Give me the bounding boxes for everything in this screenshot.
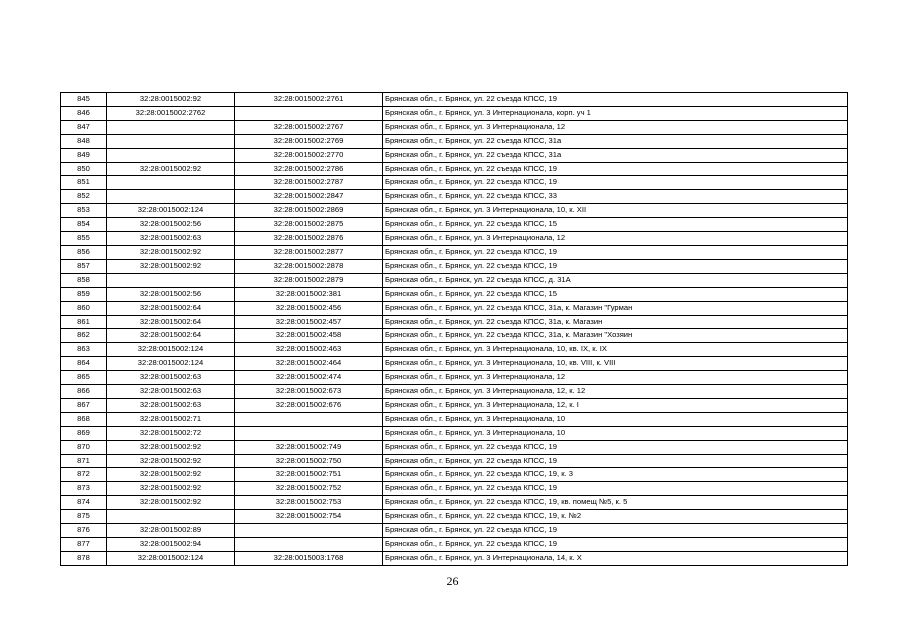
row-number-cell: 875 [61,510,107,524]
table-row [61,232,848,246]
object-cadastral-number-cell: 32:28:0015002:673 [235,385,383,399]
table-row [61,204,848,218]
address-cell: Брянская обл., г. Брянск, ул. 3 Интернационала, корп. уч 1 [383,106,848,120]
row-number-cell: 868 [61,412,107,426]
address-cell: Брянская обл., г. Брянск, ул. 3 Интернационала, 10, кв. VIII, к. VIII [383,357,848,371]
row-number-cell: 865 [61,371,107,385]
address-cell: Брянская обл., г. Брянск, ул. 3 Интернационала, 10 [383,426,848,440]
address-cell: Брянская обл., г. Брянск, ул. 22 съезда КПСС, 19 [383,482,848,496]
parcel-cadastral-number-cell: 32:28:0015002:63 [107,398,235,412]
object-cadastral-number-cell: 32:28:0015002:752 [235,482,383,496]
row-number-cell: 852 [61,190,107,204]
address-cell: Брянская обл., г. Брянск, ул. 22 съезда КПСС, 19, к. №2 [383,510,848,524]
parcel-cadastral-number-cell [107,510,235,524]
page-number: 26 [446,574,459,588]
object-cadastral-number-cell: 32:28:0015002:2769 [235,134,383,148]
object-cadastral-number-cell: 32:28:0015002:749 [235,440,383,454]
row-number-cell: 860 [61,301,107,315]
table-row [61,287,848,301]
table-row [61,134,848,148]
row-number-cell: 873 [61,482,107,496]
row-number-cell: 863 [61,343,107,357]
object-cadastral-number-cell: 32:28:0015002:2787 [235,176,383,190]
object-cadastral-number-cell: 32:28:0015003:1768 [235,551,383,565]
cadastral-table [60,92,848,566]
parcel-cadastral-number-cell: 32:28:0015002:72 [107,426,235,440]
object-cadastral-number-cell: 32:28:0015002:463 [235,343,383,357]
parcel-cadastral-number-cell: 32:28:0015002:124 [107,204,235,218]
row-number-cell: 861 [61,315,107,329]
object-cadastral-number-cell: 32:28:0015002:2847 [235,190,383,204]
object-cadastral-number-cell: 32:28:0015002:2876 [235,232,383,246]
address-cell: Брянская обл., г. Брянск, ул. 22 съезда КПСС, 19 [383,538,848,552]
row-number-cell: 847 [61,120,107,134]
parcel-cadastral-number-cell: 32:28:0015002:92 [107,454,235,468]
address-cell: Брянская обл., г. Брянск, ул. 3 Интернационала, 10, кв. IX, к. IX [383,343,848,357]
table-body [61,93,848,566]
parcel-cadastral-number-cell: 32:28:0015002:124 [107,357,235,371]
object-cadastral-number-cell: 32:28:0015002:474 [235,371,383,385]
object-cadastral-number-cell: 32:28:0015002:676 [235,398,383,412]
row-number-cell: 856 [61,245,107,259]
table-row [61,524,848,538]
object-cadastral-number-cell: 32:28:0015002:2877 [235,245,383,259]
row-number-cell: 866 [61,385,107,399]
parcel-cadastral-number-cell: 32:28:0015002:63 [107,385,235,399]
address-cell: Брянская обл., г. Брянск, ул. 3 Интернационала, 12 [383,371,848,385]
parcel-cadastral-number-cell: 32:28:0015002:56 [107,218,235,232]
address-cell: Брянская обл., г. Брянск, ул. 22 съезда КПСС, д. 31А [383,273,848,287]
parcel-cadastral-number-cell [107,190,235,204]
table-row [61,120,848,134]
parcel-cadastral-number-cell [107,134,235,148]
object-cadastral-number-cell: 32:28:0015002:754 [235,510,383,524]
parcel-cadastral-number-cell: 32:28:0015002:63 [107,232,235,246]
table-row [61,329,848,343]
address-cell: Брянская обл., г. Брянск, ул. 22 съезда КПСС, 19, к. 3 [383,468,848,482]
object-cadastral-number-cell: 32:28:0015002:2878 [235,259,383,273]
object-cadastral-number-cell [235,106,383,120]
row-number-cell: 862 [61,329,107,343]
table-row [61,176,848,190]
address-cell: Брянская обл., г. Брянск, ул. 3 Интернационала, 12 [383,120,848,134]
object-cadastral-number-cell: 32:28:0015002:2879 [235,273,383,287]
table-row [61,538,848,552]
object-cadastral-number-cell [235,538,383,552]
parcel-cadastral-number-cell: 32:28:0015002:124 [107,551,235,565]
parcel-cadastral-number-cell: 32:28:0015002:92 [107,162,235,176]
address-cell: Брянская обл., г. Брянск, ул. 22 съезда КПСС, 31а [383,148,848,162]
row-number-cell: 848 [61,134,107,148]
object-cadastral-number-cell: 32:28:0015002:2875 [235,218,383,232]
object-cadastral-number-cell: 32:28:0015002:464 [235,357,383,371]
object-cadastral-number-cell: 32:28:0015002:2767 [235,120,383,134]
row-number-cell: 877 [61,538,107,552]
parcel-cadastral-number-cell: 32:28:0015002:92 [107,496,235,510]
table-row [61,398,848,412]
address-cell: Брянская обл., г. Брянск, ул. 22 съезда КПСС, 31а, к. Магазин "Хозяин [383,329,848,343]
table-row [61,106,848,120]
address-cell: Брянская обл., г. Брянск, ул. 22 съезда КПСС, 33 [383,190,848,204]
parcel-cadastral-number-cell [107,148,235,162]
address-cell: Брянская обл., г. Брянск, ул. 22 съезда КПСС, 31а, к. Магазин [383,315,848,329]
parcel-cadastral-number-cell: 32:28:0015002:64 [107,315,235,329]
object-cadastral-number-cell: 32:28:0015002:2761 [235,93,383,107]
row-number-cell: 855 [61,232,107,246]
parcel-cadastral-number-cell: 32:28:0015002:92 [107,93,235,107]
object-cadastral-number-cell: 32:28:0015002:458 [235,329,383,343]
table-row [61,148,848,162]
address-cell: Брянская обл., г. Брянск, ул. 3 Интернационала, 10, к. XII [383,204,848,218]
row-number-cell: 845 [61,93,107,107]
parcel-cadastral-number-cell: 32:28:0015002:89 [107,524,235,538]
row-number-cell: 858 [61,273,107,287]
parcel-cadastral-number-cell: 32:28:0015002:63 [107,371,235,385]
parcel-cadastral-number-cell: 32:28:0015002:92 [107,468,235,482]
table-row [61,496,848,510]
parcel-cadastral-number-cell: 32:28:0015002:56 [107,287,235,301]
parcel-cadastral-number-cell: 32:28:0015002:92 [107,440,235,454]
parcel-cadastral-number-cell: 32:28:0015002:64 [107,329,235,343]
object-cadastral-number-cell: 32:28:0015002:381 [235,287,383,301]
table-row [61,357,848,371]
row-number-cell: 870 [61,440,107,454]
object-cadastral-number-cell: 32:28:0015002:2786 [235,162,383,176]
row-number-cell: 867 [61,398,107,412]
address-cell: Брянская обл., г. Брянск, ул. 22 съезда КПСС, 19 [383,259,848,273]
row-number-cell: 849 [61,148,107,162]
address-cell: Брянская обл., г. Брянск, ул. 22 съезда КПСС, 19 [383,245,848,259]
row-number-cell: 874 [61,496,107,510]
address-cell: Брянская обл., г. Брянск, ул. 22 съезда КПСС, 19 [383,162,848,176]
object-cadastral-number-cell: 32:28:0015002:751 [235,468,383,482]
address-cell: Брянская обл., г. Брянск, ул. 22 съезда КПСС, 15 [383,287,848,301]
address-cell: Брянская обл., г. Брянск, ул. 3 Интернационала, 14, к. X [383,551,848,565]
table-row [61,273,848,287]
address-cell: Брянская обл., г. Брянск, ул. 3 Интернационала, 10 [383,412,848,426]
address-cell: Брянская обл., г. Брянск, ул. 22 съезда КПСС, 19 [383,440,848,454]
address-cell: Брянская обл., г. Брянск, ул. 22 съезда КПСС, 19 [383,93,848,107]
row-number-cell: 846 [61,106,107,120]
row-number-cell: 864 [61,357,107,371]
object-cadastral-number-cell: 32:28:0015002:456 [235,301,383,315]
object-cadastral-number-cell: 32:28:0015002:2869 [235,204,383,218]
parcel-cadastral-number-cell [107,273,235,287]
table-row [61,371,848,385]
address-cell: Брянская обл., г. Брянск, ул. 22 съезда КПСС, 19 [383,176,848,190]
address-cell: Брянская обл., г. Брянск, ул. 3 Интернационала, 12, к. 12 [383,385,848,399]
table-row [61,245,848,259]
row-number-cell: 859 [61,287,107,301]
row-number-cell: 869 [61,426,107,440]
parcel-cadastral-number-cell: 32:28:0015002:92 [107,245,235,259]
row-number-cell: 871 [61,454,107,468]
table-row [61,551,848,565]
parcel-cadastral-number-cell: 32:28:0015002:2762 [107,106,235,120]
table-row [61,440,848,454]
object-cadastral-number-cell: 32:28:0015002:753 [235,496,383,510]
address-cell: Брянская обл., г. Брянск, ул. 22 съезда КПСС, 31а [383,134,848,148]
table-row [61,301,848,315]
row-number-cell: 876 [61,524,107,538]
table-row [61,190,848,204]
address-cell: Брянская обл., г. Брянск, ул. 22 съезда КПСС, 31а, к. Магазин "Гурман [383,301,848,315]
parcel-cadastral-number-cell: 32:28:0015002:94 [107,538,235,552]
table-row [61,510,848,524]
parcel-cadastral-number-cell [107,120,235,134]
object-cadastral-number-cell [235,426,383,440]
address-cell: Брянская обл., г. Брянск, ул. 22 съезда КПСС, 15 [383,218,848,232]
row-number-cell: 851 [61,176,107,190]
table-row [61,426,848,440]
address-cell: Брянская обл., г. Брянск, ул. 22 съезда КПСС, 19, кв. помещ №5, к. 5 [383,496,848,510]
parcel-cadastral-number-cell [107,176,235,190]
table-row [61,482,848,496]
table-row [61,259,848,273]
row-number-cell: 872 [61,468,107,482]
table-row [61,454,848,468]
parcel-cadastral-number-cell: 32:28:0015002:92 [107,482,235,496]
row-number-cell: 854 [61,218,107,232]
table-row [61,385,848,399]
object-cadastral-number-cell: 32:28:0015002:750 [235,454,383,468]
parcel-cadastral-number-cell: 32:28:0015002:71 [107,412,235,426]
table-row [61,315,848,329]
object-cadastral-number-cell [235,524,383,538]
object-cadastral-number-cell: 32:28:0015002:457 [235,315,383,329]
table-row [61,412,848,426]
row-number-cell: 853 [61,204,107,218]
object-cadastral-number-cell [235,412,383,426]
row-number-cell: 850 [61,162,107,176]
address-cell: Брянская обл., г. Брянск, ул. 3 Интернационала, 12, к. I [383,398,848,412]
parcel-cadastral-number-cell: 32:28:0015002:92 [107,259,235,273]
address-cell: Брянская обл., г. Брянск, ул. 3 Интернационала, 12 [383,232,848,246]
address-cell: Брянская обл., г. Брянск, ул. 22 съезда КПСС, 19 [383,524,848,538]
object-cadastral-number-cell: 32:28:0015002:2770 [235,148,383,162]
parcel-cadastral-number-cell: 32:28:0015002:64 [107,301,235,315]
table-row [61,162,848,176]
parcel-cadastral-number-cell: 32:28:0015002:124 [107,343,235,357]
table-row [61,218,848,232]
row-number-cell: 857 [61,259,107,273]
table-row [61,93,848,107]
address-cell: Брянская обл., г. Брянск, ул. 22 съезда КПСС, 19 [383,454,848,468]
row-number-cell: 878 [61,551,107,565]
table-row [61,468,848,482]
table-row [61,343,848,357]
